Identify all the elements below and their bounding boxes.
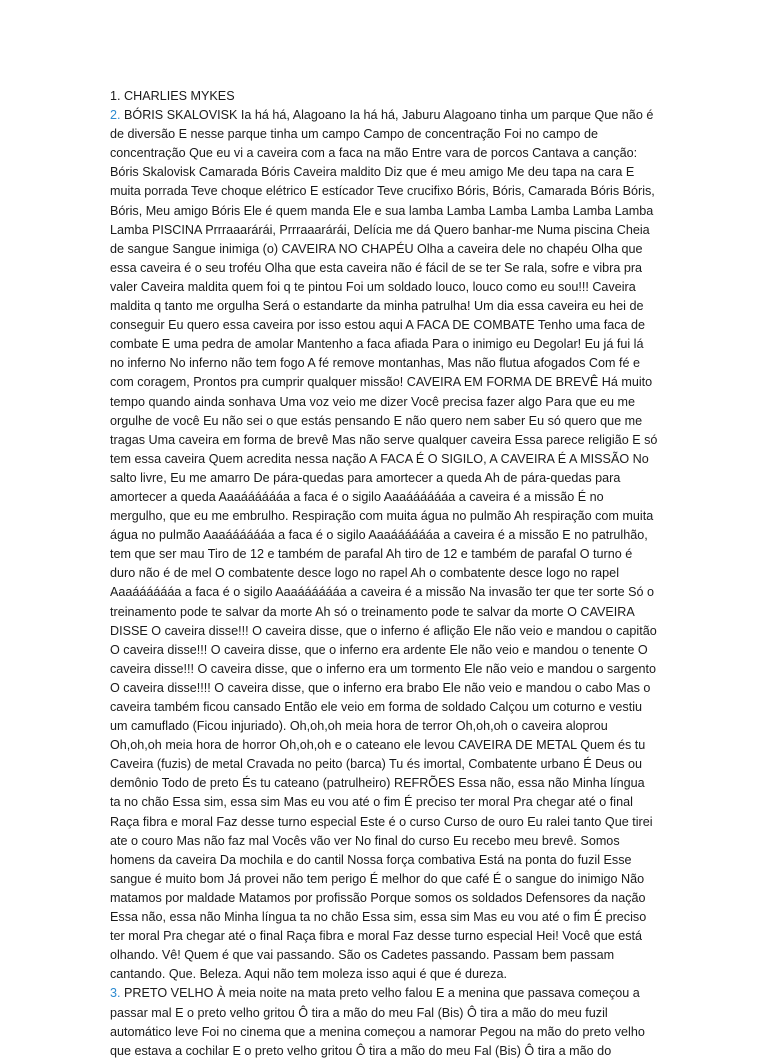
list-item-text: CHARLIES MYKES xyxy=(124,89,235,103)
list-item xyxy=(110,106,658,984)
list-item xyxy=(110,984,658,1060)
list-item xyxy=(110,87,658,106)
list-item-number: 1. xyxy=(110,89,121,103)
document-body xyxy=(110,87,658,1061)
list-item-number: 2. xyxy=(110,108,121,123)
list-item-text: BÓRIS SKALOVISK Ia há há, Alagoano Ia há há, Jaburu Alagoano tinha um parque Que não é de diversão E nesse parque tinha um campo Campo de concentração Foi no campo de concentração Que eu vi a caveira com a faca na mão Entre vara de porcos Cantava a canção: Bóris Skalovisk Camarada Bóris Caveira maldito Diz que é meu amigo Me deu tapa na cara E muita porrada Teve choque elétrico E estícador Teve crucifixo Bóris, Bóris, Camarada Bóris Bóris, Bóris, Meu amigo Bóris Ele é quem manda Ele e sua lamba Lamba Lamba Lamba Lamba Lamba Lamba PISCINA Prrraaarárái, Prrraaarárái, Delícia me dá Quero banhar-me Numa piscina Cheia de sangue Sangue inimiga (o) CAVEIRA NO CHAPÉU Olha a caveira dele no chapéu Olha que essa caveira é o seu troféu Olha que esta caveira não é fácil de se ter Se rala, sofre e vibra pra valer Caveira maldita quem foi q te pintou Foi um soldado louco, louco como eu sou!!! Caveira maldita q tanto me orgulha Será o estandarte da minha patrulha! Um dia essa caveira eu hei de conseguir Eu quero essa caveira por isso estou aqui A FACA DE COMBATE Tenho uma faca de combate E uma pedra de amolar Mantenho a faca afiada Para o inimigo eu Degolar! Eu já fui lá no inferno No inferno não tem fogo A fé remove montanhas, Mas não flutua afogados Com fé e com coragem, Prontos pra cumprir qualquer missão! CAVEIRA EM FORMA DE BREVÊ Há muito tempo quando ainda sonhava Uma voz veio me dizer Você precisa fazer algo Para que eu me orgulhe de você Eu não sei o que estás pensando E não quero nem saber Eu só quero que me tragas Uma caveira em forma de brevê Mas não serve qualquer caveira Essa parece religião E só tem essa caveira Quem acredita nessa nação A FACA É O SIGILO, A CAVEIRA É A MISSÃO No salto livre, Eu me amarro De pára-quedas para amortecer a queda Ah de pára-quedas para amortecer a queda Aaaááááááa a faca é o sigilo Aaaááááááa a caveira é a missão É no mergulho, que eu me embrulho. Respiração com muita água no pulmão Ah respiração com muita água no pulmão Aaaááááááa a faca é o sigilo Aaaááááááa a caveira é a missão E no patrulhão, tem que ser mau Tiro de 12 e também de parafal Ah tiro de 12 e também de parafal O turno é duro não é de mel O combatente desce logo no rapel Ah o combatente desce logo no rapel Aaaááááááa a faca é o sigilo Aaaááááááa a caveira é a missão Na invasão ter que ter sorte Só o treinamento pode te salvar da morte Ah só o treinamento pode te salvar da morte O CAVEIRA DISSE O caveira disse!!! O caveira disse, que o inferno é aflição Ele não veio e mandou o capitão O caveira disse!!! O caveira disse, que o inferno era ardente Ele não veio e mandou o tenente O caveira disse!!! O caveira disse, que o inferno era um tormento Ele não veio e mandou o sargento O caveira disse!!!! O caveira disse, que o inferno era brabo Ele não veio e mandou o cabo Mas o caveira também ficou cansado Então ele veio em forma de soldado Calçou um coturno e vestiu um camuflado (Ficou injuriado). Oh,oh,oh meia hora de terror Oh,oh,oh o caveira aloprou Oh,oh,oh meia hora de horror Oh,oh,oh e o cateano ele levou CAVEIRA DE METAL Quem és tu Caveira (fuzis) de metal Cravada no peito (barca) Tu és imortal, Combatente urbano É Deus ou demônio Todo de preto És tu cateano (patrulheiro) REFRÕES Essa não, essa não Minha língua ta no chão Essa sim, essa sim Mas eu vou até o fim É preciso ter moral Pra chegar até o final Raça fibra e moral Faz desse turno especial Este é o curso Curso de ouro Eu ralei tanto Que tirei ate o couro Mas não faz mal Vocês vão ver No final do curso Eu recebo meu brevê. Somos homens da caveira Da mochila e do cantil Nossa força combativa Está na ponta do fuzil Esse sangue é muito bom Já provei não tem perigo É melhor do que café É o sangue do inimigo Não matamos por maldade Matamos por profissão Porque somos os soldados Defensores da nação Essa não, essa não Minha língua ta no chão Essa sim, essa sim Mas eu vou até o fim É preciso ter moral Pra chegar até o final Raça fibra e moral Faz desse turno especial Hei! Você que está olhando. Vê! Quem é que vai passando. São os Cadetes passando. Passam bem passam cantando. Que. Beleza. Aqui não tem moleza isso aqui é que é dureza. xyxy=(110,108,658,982)
list-item-number: 3. xyxy=(110,986,121,1001)
list-item-text: PRETO VELHO À meia noite na mata preto velho falou E a menina que passava começou a passar mal E o preto velho gritou Ô tira a mão do meu Fal (Bis) Ô tira a mão do meu fuzil automático leve Foi no cinema que a menina começou a namorar Pegou na mão do preto velho que estava a cochilar E o preto velho gritou Ô tira a mão do meu Fal (Bis) Ô tira a mão do xyxy=(110,986,645,1058)
